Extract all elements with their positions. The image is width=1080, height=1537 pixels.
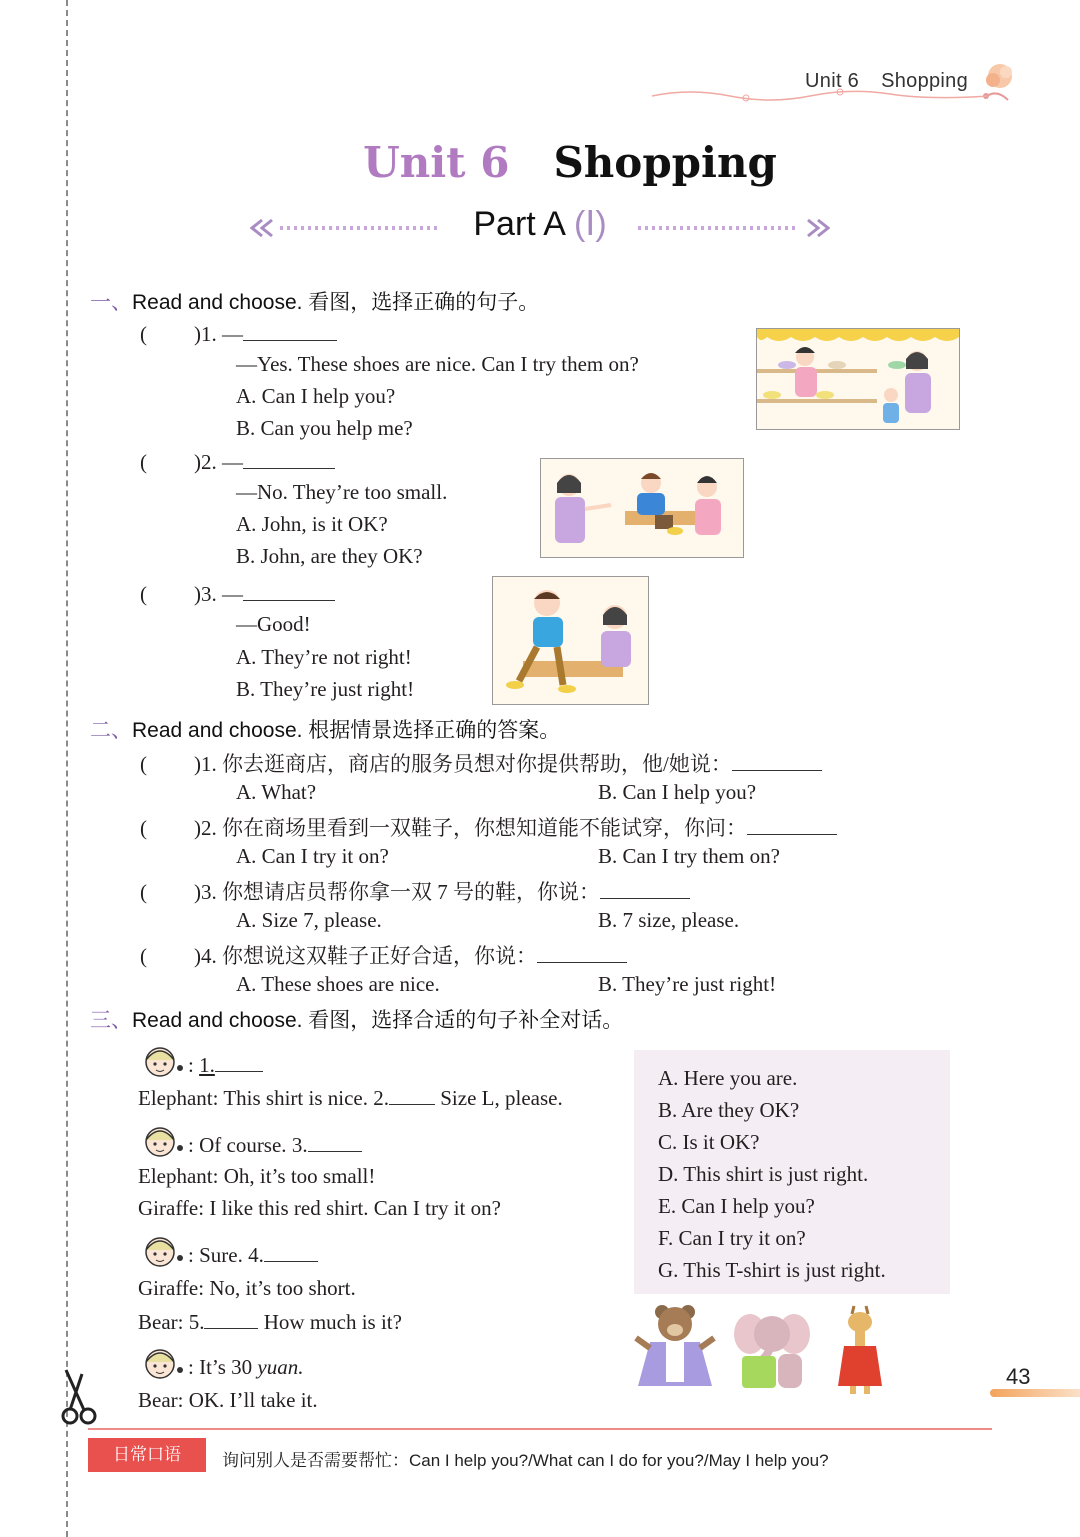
- page-title: [0, 138, 1080, 187]
- subtitle-row: [250, 204, 830, 250]
- s2-q1-option-a: A. What?: [236, 780, 317, 804]
- dialog-5-number: 5.: [188, 1310, 205, 1334]
- s1-q3-label: ( )3. —: [140, 580, 335, 607]
- s1-q1-response: —Yes. These shoes are nice. Can I try them on?: [236, 352, 639, 376]
- option-e: E. Can I help you?: [658, 1194, 815, 1218]
- trying-shoes-illustration: [540, 458, 744, 558]
- s1-q3-answer-blank[interactable]: [243, 580, 335, 601]
- page-number: 43: [1006, 1364, 1031, 1389]
- dialog-2-number: 2.: [373, 1086, 389, 1110]
- shoes-fit-illustration: [492, 576, 649, 705]
- dialog-2-answer-blank[interactable]: [389, 1084, 435, 1105]
- option-b: B. Are they OK?: [658, 1098, 800, 1122]
- dialog-line-5: Giraffe: I like this red shirt. Can I try it on?: [138, 1196, 501, 1220]
- giraffe-icon: [830, 1302, 890, 1396]
- s1-q1-label: ( )1. —: [140, 320, 337, 347]
- elephant-icon: [732, 1306, 812, 1392]
- girl-avatar-icon: [138, 1124, 188, 1160]
- s2-q4-number: )4.: [194, 944, 217, 968]
- dialog-line-4: Elephant: Oh, it’s too small!: [138, 1164, 376, 1188]
- section-2-title: Read and choose. 根据情景选择正确的答案。: [132, 719, 561, 742]
- footer-text: 询问别人是否需要帮忙：Can I help you?/What can I do for you?/May I help you?: [222, 1451, 829, 1470]
- s1-q3-number: )3. —: [194, 582, 243, 606]
- s2-q3-answer-blank[interactable]: [600, 878, 690, 899]
- option-c: C. Is it OK?: [658, 1130, 760, 1154]
- dialog-line-9: : It’s 30 yuan.: [138, 1346, 304, 1382]
- section-1-title: Read and choose. 看图，选择正确的句子。: [132, 291, 540, 314]
- s1-q2-option-a: A. John, is it OK?: [236, 512, 388, 536]
- page-number-bar: [990, 1389, 1080, 1397]
- right-dotted-arrow-icon: [638, 218, 830, 238]
- subtitle-roman: (Ⅰ): [573, 205, 607, 243]
- s2-q3-question: 你想请店员帮你拿一双 7 号的鞋，你说：: [222, 880, 600, 904]
- s2-q1-answer-blank[interactable]: [732, 750, 822, 771]
- s2-q4-option-a: A. These shoes are nice.: [236, 972, 440, 996]
- s1-q3-option-a: A. They’re not right!: [236, 645, 412, 669]
- title-unit: Unit 6: [363, 138, 510, 187]
- section-3-number: 三、: [90, 1008, 132, 1032]
- s1-q2-answer-blank[interactable]: [243, 448, 335, 469]
- dialog-line-1: : 1.: [138, 1044, 263, 1080]
- s1-q1-answer-blank[interactable]: [243, 320, 337, 341]
- dialog-line-2: Elephant: This shirt is nice. 2. Size L, please.: [138, 1086, 563, 1110]
- section-3-title: Read and choose. 看图，选择合适的句子补全对话。: [132, 1009, 624, 1032]
- shoe-shop-illustration: [756, 328, 960, 430]
- footer-divider: [88, 1428, 992, 1430]
- option-d: D. This shirt is just right.: [658, 1162, 869, 1186]
- running-header-unit: Unit 6: [805, 70, 860, 92]
- cut-line: [66, 0, 68, 1537]
- s2-q3-option-b: B. 7 size, please.: [598, 908, 740, 932]
- bear-icon: [632, 1302, 718, 1390]
- scissors-icon: [58, 1368, 102, 1428]
- dialog-3-number: 3.: [291, 1133, 308, 1157]
- s2-q2-question: 你在商场里看到一双鞋子，你想知道能不能试穿，你问：: [222, 816, 747, 840]
- header-ornament-line: [650, 84, 990, 106]
- s2-q4-answer-blank[interactable]: [537, 942, 627, 963]
- dialog-line-10: Bear: OK. I’ll take it.: [138, 1388, 318, 1412]
- subtitle-part: Part A: [473, 205, 566, 243]
- s2-q2-answer-blank[interactable]: [747, 814, 837, 835]
- s2-q2: ( )2. 你在商场里看到一双鞋子，你想知道能不能试穿，你问：: [140, 812, 837, 842]
- dialog-4-number: 4.: [248, 1243, 264, 1267]
- s2-q1-number: )1.: [194, 752, 217, 776]
- girl-avatar-icon: [138, 1044, 188, 1080]
- s2-q1-question: 你去逛商店，商店的服务员想对你提供帮助，他/她说：: [222, 752, 732, 776]
- dialog-line-3: : Of course. 3.: [138, 1124, 362, 1160]
- dialog-5-answer-blank[interactable]: [204, 1308, 258, 1329]
- s2-q2-option-a: A. Can I try it on?: [236, 844, 389, 868]
- s2-q1: ( )1. 你去逛商店，商店的服务员想对你提供帮助，他/她说：: [140, 748, 822, 778]
- s1-q1-number: )1. —: [194, 322, 243, 346]
- dialog-line-8: Bear: 5. How much is it?: [138, 1310, 402, 1334]
- dialog-3-answer-blank[interactable]: [308, 1131, 362, 1152]
- s2-q2-number: )2.: [194, 816, 217, 840]
- dialog-1-answer-blank[interactable]: [215, 1051, 263, 1072]
- dialog-1-number: 1.: [199, 1053, 215, 1077]
- s2-q4-option-b: B. They’re just right!: [598, 972, 777, 996]
- section-3-heading: [90, 1004, 623, 1034]
- section-1-number: 一、: [90, 290, 132, 314]
- s1-q1-option-b: B. Can you help me?: [236, 416, 413, 440]
- dialog-line-7: Giraffe: No, it’s too short.: [138, 1276, 356, 1300]
- s1-q3-option-b: B. They’re just right!: [236, 677, 415, 701]
- option-g: G. This T-shirt is just right.: [658, 1258, 886, 1282]
- s2-q4: ( )4. 你想说这双鞋子正好合适，你说：: [140, 940, 627, 970]
- s1-q2-response: —No. They’re too small.: [236, 480, 448, 504]
- girl-avatar-icon: [138, 1234, 188, 1270]
- section-2-heading: [90, 714, 560, 744]
- dialog-line-6: : Sure. 4.: [138, 1234, 318, 1270]
- s1-q3-response: —Good!: [236, 612, 311, 636]
- option-f: F. Can I try it on?: [658, 1226, 806, 1250]
- running-header-topic: Shopping: [881, 70, 968, 92]
- title-name: Shopping: [553, 138, 777, 187]
- s1-q2-number: )2. —: [194, 450, 243, 474]
- s2-q2-option-b: B. Can I try them on?: [598, 844, 780, 868]
- s2-q3-number: )3.: [194, 880, 217, 904]
- option-a: A. Here you are.: [658, 1066, 798, 1090]
- s2-q3-option-a: A. Size 7, please.: [236, 908, 382, 932]
- s2-q4-question: 你想说这双鞋子正好合适，你说：: [222, 944, 537, 968]
- section-1-heading: [90, 286, 539, 316]
- s1-q1-option-a: A. Can I help you?: [236, 384, 396, 408]
- girl-avatar-icon: [138, 1346, 188, 1382]
- footer-tag: 日常口语: [88, 1438, 206, 1472]
- s2-q3: ( )3. 你想请店员帮你拿一双 7 号的鞋，你说：: [140, 876, 690, 906]
- s2-q1-option-b: B. Can I help you?: [598, 780, 757, 804]
- s1-q2-option-b: B. John, are they OK?: [236, 544, 423, 568]
- dialog-4-answer-blank[interactable]: [264, 1241, 318, 1262]
- s1-q2-label: ( )2. —: [140, 448, 335, 475]
- section-2-number: 二、: [90, 718, 132, 742]
